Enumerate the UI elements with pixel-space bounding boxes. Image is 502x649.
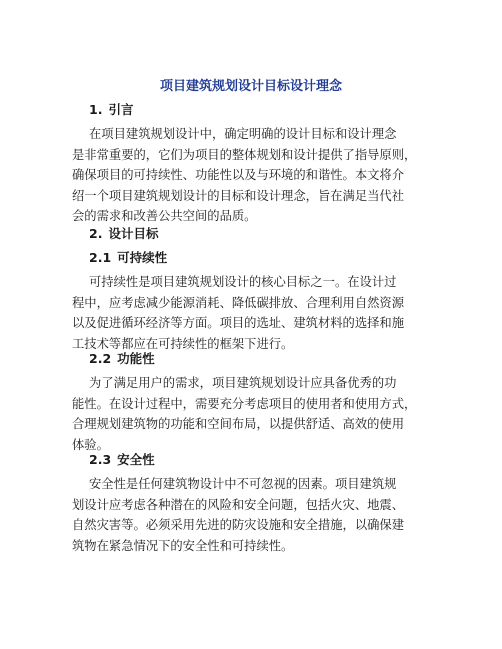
paragraph-line: 在项目建筑规划设计中，确定明确的设计目标和设计理念 [89, 127, 397, 141]
paragraph-line: 是非常重要的，它们为项目的整体规划和设计提供了指导原则， [72, 147, 417, 162]
section-number: 2.3 [89, 452, 112, 467]
paragraph-line: 以及促进循环经济等方面。项目的选址、建筑材料的选择和施 [72, 316, 405, 330]
section-number: 2. [89, 226, 103, 241]
paragraph-line: 筑物在紧急情况下的安全性和可持续性。 [72, 538, 294, 553]
subsection-heading-functionality [89, 350, 155, 368]
section-number: 2.2 [89, 351, 112, 366]
section-title: 可持续性 [117, 250, 168, 265]
section-number: 2.1 [89, 250, 112, 265]
section-heading-introduction [89, 101, 133, 119]
paragraph-line: 会的需求和改善公共空间的品质。 [72, 209, 257, 223]
paragraph-line: 体验。 [72, 437, 109, 452]
paragraph-line: 为了满足用户的需求，项目建筑规划设计应具备优秀的功 [89, 376, 397, 390]
paragraph-safety [72, 474, 437, 556]
paragraph-line: 程中，应考虑减少能源消耗、降低碳排放、合理利用自然资源 [72, 295, 405, 310]
section-title: 设计目标 [108, 226, 159, 241]
paragraph-line: 合理规划建筑物的功能和空间布局，以提供舒适、高效的使用 [72, 417, 405, 431]
paragraph-line: 确保项目的可持续性、功能性以及与环境的和谐性。本文将介 [72, 168, 405, 182]
section-number: 1. [89, 102, 103, 117]
document-title: 项目建筑规划设计目标设计理念 [159, 79, 342, 94]
section-title: 功能性 [117, 351, 155, 366]
paragraph-sustainability [72, 272, 437, 354]
paragraph-functionality [72, 373, 437, 455]
section-title: 安全性 [117, 452, 155, 467]
paragraph-line: 工技术等都应在可持续性的框架下进行。 [72, 336, 294, 351]
paragraph-line: 可持续性是项目建筑规划设计的核心目标之一。在设计过 [89, 275, 397, 289]
paragraph-introduction [72, 124, 437, 227]
paragraph-line: 绍一个项目建筑规划设计的目标和设计理念，旨在满足当代社 [72, 188, 405, 203]
subsection-heading-safety [89, 451, 155, 469]
paragraph-line: 自然灾害等。必须采用先进的防灾设施和安全措施，以确保建 [72, 518, 405, 532]
paragraph-line: 安全性是任何建筑物设计中不可忽视的因素。项目建筑规 [89, 477, 397, 491]
section-heading-design-goals [89, 225, 158, 243]
paragraph-line: 能性。在设计过程中，需要充分考虑项目的使用者和使用方式， [72, 396, 417, 411]
section-title: 引言 [108, 102, 134, 117]
subsection-heading-sustainability [89, 249, 167, 267]
paragraph-line: 划设计应考虑各种潜在的风险和安全问题，包括火灾、地震、 [72, 497, 405, 512]
